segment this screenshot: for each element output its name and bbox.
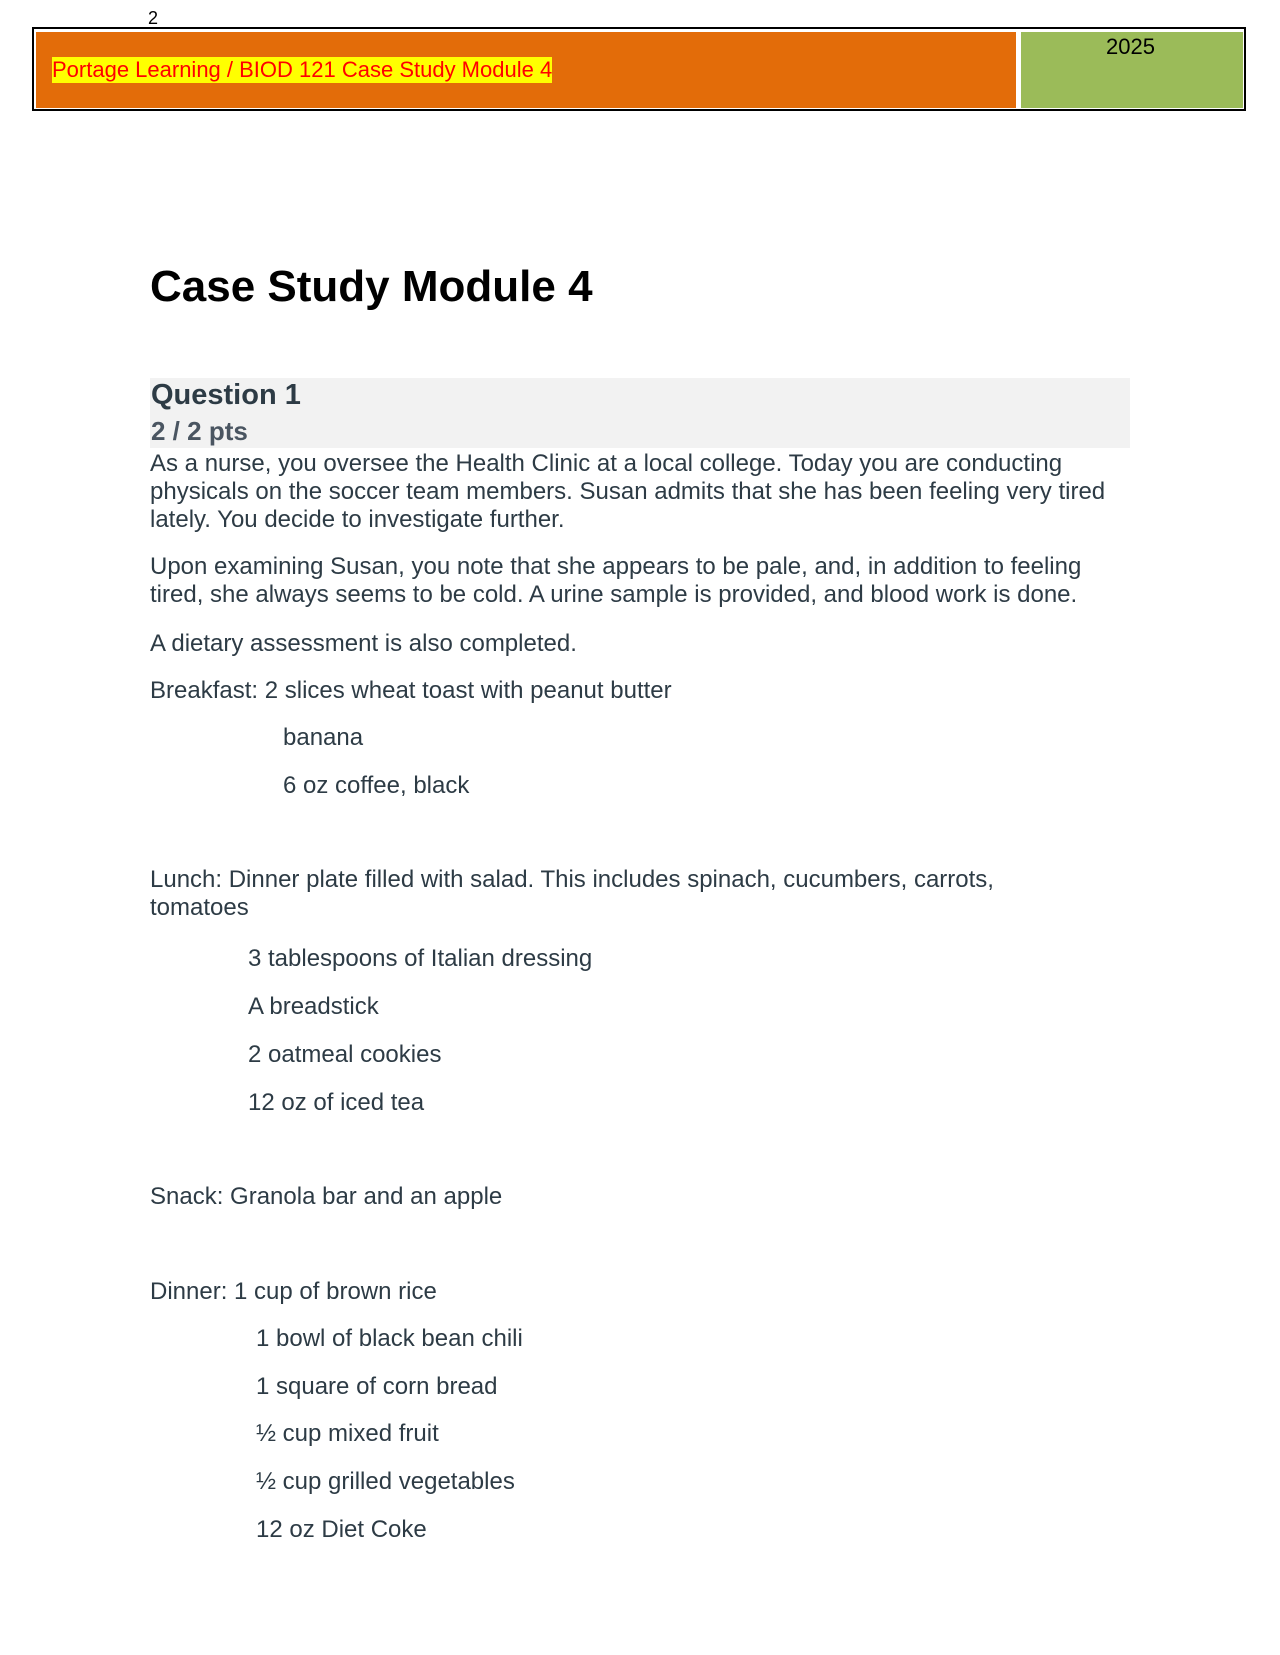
breakfast-item: banana [283,724,364,751]
question-label: Question 1 [151,379,301,411]
snack-heading: Snack: Granola bar and an apple [150,1183,503,1210]
lunch-item: 2 oatmeal cookies [248,1041,442,1068]
lunch-item: A breadstick [248,993,379,1020]
dinner-item: ½ cup mixed fruit [256,1420,439,1447]
lunch-item: 12 oz of iced tea [248,1089,425,1116]
dinner-item: 1 bowl of black bean chili [256,1325,523,1352]
question-points: 2 / 2 pts [151,416,248,446]
breakfast-heading: Breakfast: 2 slices wheat toast with peanut butter [150,677,672,704]
dinner-heading: Dinner: 1 cup of brown rice [150,1278,437,1305]
header-course-title: Portage Learning / BIOD 121 Case Study Module 4 [52,57,553,82]
dinner-item: 12 oz Diet Coke [256,1516,427,1543]
question-header [150,378,1130,448]
header-year: 2025 [1106,34,1155,59]
breakfast-item: 6 oz coffee, black [283,772,470,799]
dinner-item: ½ cup grilled vegetables [256,1468,515,1495]
lunch-heading: Lunch: Dinner plate filled with salad. This includes spinach, cucumbers, carrots, tomatoes [150,866,994,921]
dinner-item: 1 square of corn bread [256,1373,498,1400]
page-title: Case Study Module 4 [150,262,593,311]
lunch-item: 3 tablespoons of Italian dressing [248,945,593,972]
question-paragraph-1: As a nurse, you oversee the Health Clinic at a local college. Today you are conducting physicals on the soccer team members. Susan admits that she has been feeling very tired lately. You decide to investigate further. [150,450,1106,533]
page-number: 2 [148,8,159,28]
question-paragraph-3: A dietary assessment is also completed. [150,630,577,657]
question-paragraph-2: Upon examining Susan, you note that she appears to be pale, and, in addition to feeling tired, she always seems to be cold. A urine sample is provided, and blood work is done. [150,553,1082,608]
